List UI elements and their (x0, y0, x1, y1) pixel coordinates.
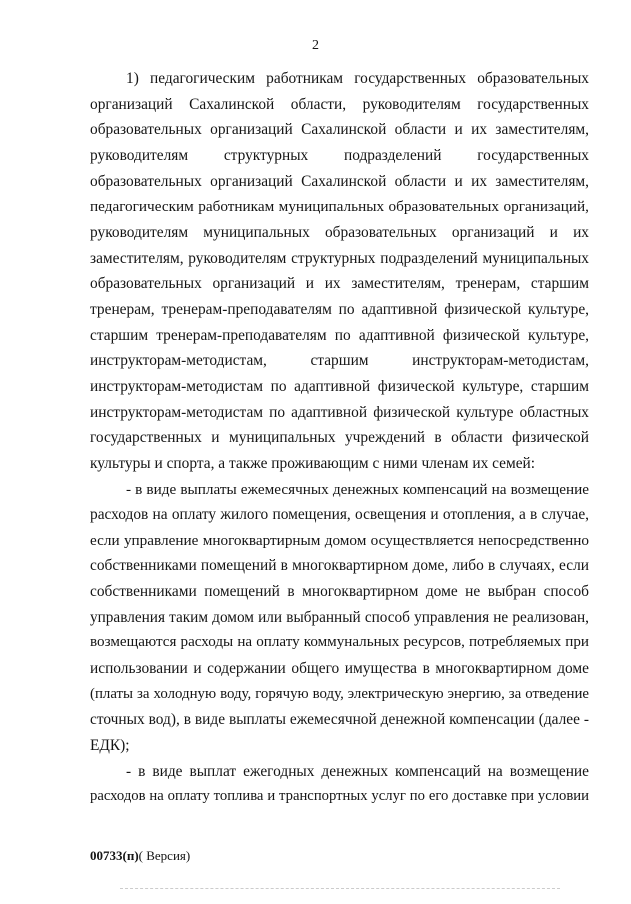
text-line: инструкторам-методистам по адаптивной физической культуре, старшим (90, 377, 589, 395)
text-line: - в виде выплаты ежемесячных денежных компенсаций на возмещение (126, 480, 589, 498)
text-line: организаций Сахалинской области, руководителям государственных (90, 95, 589, 113)
text-line: государственных и муниципальных учреждений в области физической (90, 429, 589, 447)
bottom-divider (120, 888, 560, 889)
text-line: сточных вод), в виде выплаты ежемесячной денежной компенсации (далее - (90, 711, 589, 729)
text-line: 1) педагогическим работникам государственных образовательных (126, 70, 589, 87)
document-footer (90, 848, 190, 864)
text-line: возмещаются расходы на оплату коммунальных ресурсов, потребляемых при (90, 634, 589, 651)
text-line: собственниками помещений в многоквартирном доме не выбран способ (90, 583, 589, 601)
document-code: 00733(п) (90, 848, 139, 863)
text-line: образовательных организаций и их заместителям, тренерам, старшим (90, 275, 589, 293)
text-line: старшим тренерам-преподавателям по адаптивной физической культуре, (90, 326, 589, 344)
text-line: тренерам, тренерам-преподавателям по адаптивной физической культуре, (90, 300, 589, 318)
text-line: управления таким домом или выбранный способ управления не реализован, (90, 608, 589, 626)
document-body (90, 66, 589, 810)
text-line: (платы за холодную воду, горячую воду, электрическую энергию, за отведение (90, 685, 589, 702)
text-line: культуры и спорта, а также проживающим с ними членам их семей: (90, 454, 536, 472)
text-line: если управление многоквартирным домом осуществляется непосредственно (90, 531, 589, 549)
text-line: педагогическим работникам муниципальных образовательных организаций, (90, 198, 589, 216)
text-line: образовательных организаций Сахалинской области и их заместителям, (90, 172, 589, 190)
text-line: заместителям, руководителям структурных подразделений муниципальных (90, 249, 589, 267)
page-number: 2 (312, 38, 319, 53)
text-line: - в виде выплат ежегодных денежных компенсаций на возмещение (126, 762, 589, 780)
text-line: образовательных организаций Сахалинской области и их заместителям, (90, 121, 589, 139)
text-line: расходов на оплату жилого помещения, освещения и отопления, а в случае, (90, 506, 589, 524)
text-line: расходов на оплату топлива и транспортных услуг по его доставке при условии (90, 788, 589, 805)
text-line: руководителям муниципальных образовательных организаций и их (90, 223, 589, 241)
text-line: ЕДК); (90, 737, 130, 755)
document-version: ( Версия) (138, 848, 191, 863)
text-line: руководителям структурных подразделений государственных (90, 146, 589, 164)
paragraph-annual-compensation (90, 759, 589, 810)
paragraph-edk-compensation (90, 477, 589, 759)
text-line: инструкторам-методистам по адаптивной физической культуре областных (90, 403, 589, 421)
text-line: использовании и содержании общего имущества в многоквартирном доме (90, 660, 589, 678)
text-line: инструкторам-методистам, старшим инструкторам-методистам, (90, 352, 589, 370)
paragraph-recipients (90, 66, 589, 477)
text-line: собственниками помещений в многоквартирном доме, либо в случаях, если (90, 557, 589, 575)
